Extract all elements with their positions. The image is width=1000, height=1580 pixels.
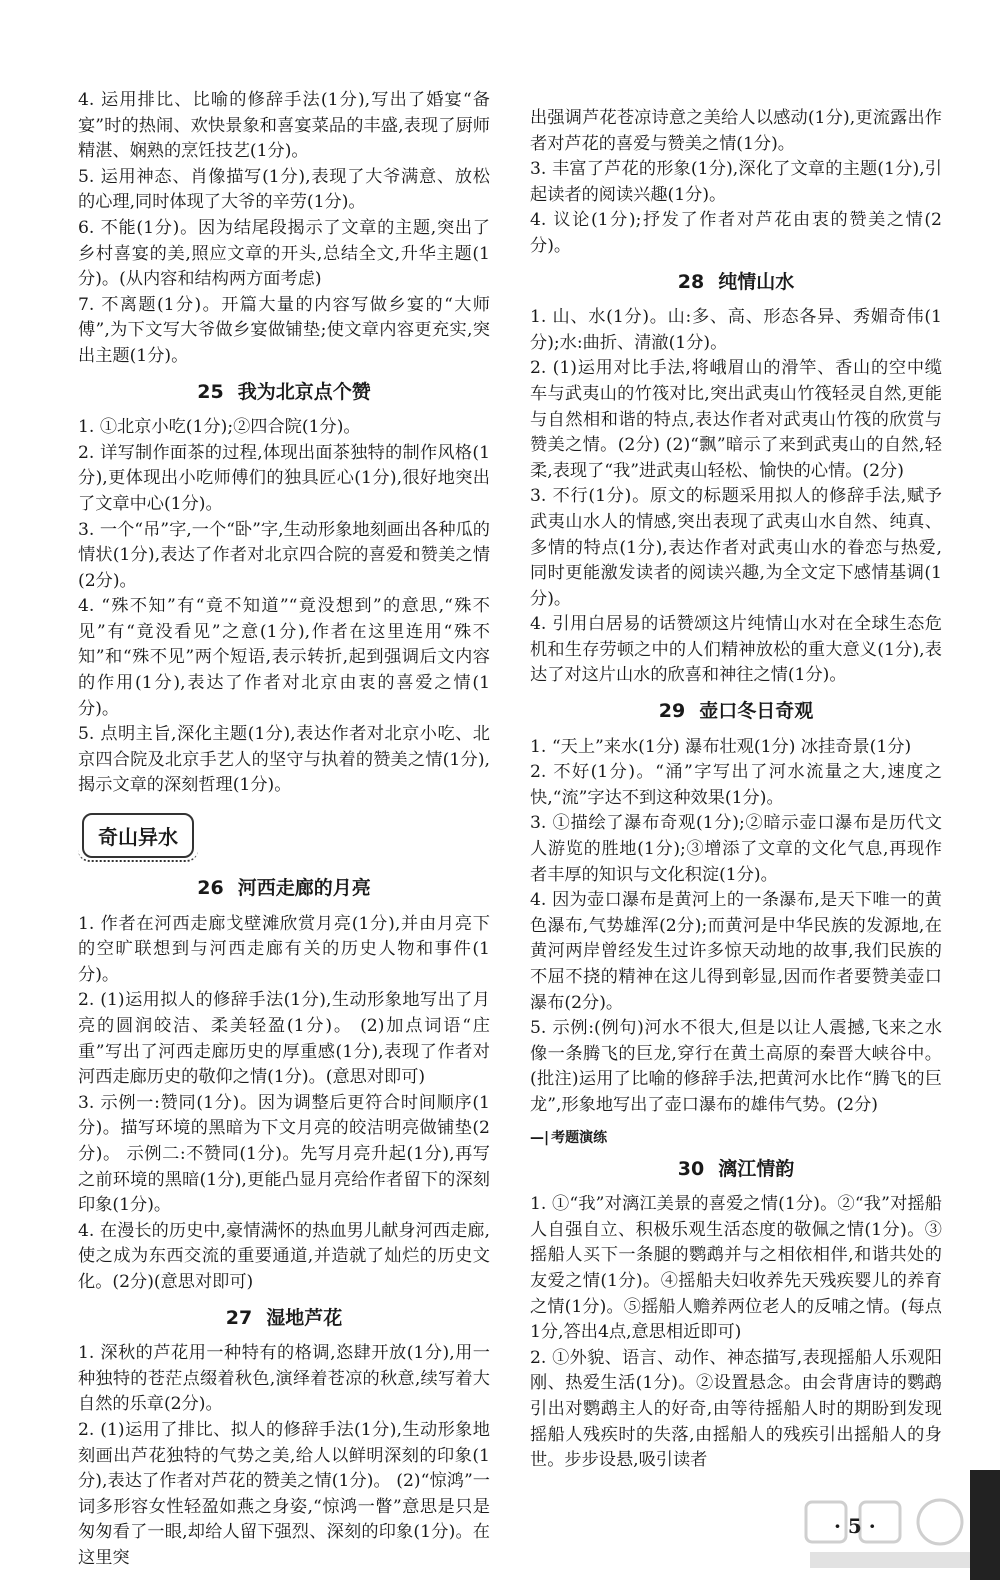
answer-item: 5. 运用神态、肖像描写(1分),表现了大爷满意、放松的心理,同时体现了大爷的辛劳(1分)。 bbox=[78, 166, 490, 213]
answer-item: 3. 不行(1分)。原文的标题采用拟人的修辞手法,赋予武夷山水人的情感,突出表现了武夷山水自然、纯真、多情的特点(1分),表达作者对武夷山水的眷恋与热爱,同时更能激发读者的阅读兴趣,为全文定下感情基调(1分)。 bbox=[530, 486, 942, 609]
section-title-29 bbox=[530, 699, 942, 725]
section-number: 29 bbox=[658, 700, 686, 723]
exam-practice-label: —| 考题演练 bbox=[530, 1127, 942, 1147]
section-title-text: 河西走廊的月亮 bbox=[237, 877, 371, 900]
answer-item: 4. 引用白居易的话赞颂这片纯情山水对在全球生态危机和生存劳顿之中的人们精神放松的重大意义(1分),表达了对这片山水的欣喜和神往之情(1分)。 bbox=[530, 614, 942, 686]
unit-heading-box: 奇山异水 bbox=[82, 813, 194, 858]
answer-item: 1. 山、水(1分)。山:多、高、形态各异、秀媚奇伟(1分);水:曲折、清澈(1分)。 bbox=[530, 307, 942, 353]
answer-item: 4. 运用排比、比喻的修辞手法(1分),写出了婚宴“备宴”时的热闹、欢快景象和喜宴菜品的丰盛,表现了厨师精湛、娴熟的烹饪技艺(1分)。 bbox=[78, 90, 490, 162]
section-number: 27 bbox=[225, 1306, 253, 1329]
answer-item: 1. ①“我”对漓江美景的喜爱之情(1分)。②“我”对摇船人自强自立、积极乐观生活态度的敬佩之情(1分)。③摇船人买下一条腿的鹦鹉并与之相依相伴,和谐共处的友爱之情(1分)。④摇船夫妇收养先天残疾婴儿的养育之情(1分)。⑤摇船人赡养两位老人的反哺之情。(每点1分,答出4点,意思相近即可) bbox=[530, 1194, 942, 1343]
answer-item: 3. 丰富了芦花的形象(1分),深化了文章的主题(1分),引起读者的阅读兴趣(1分)。 bbox=[530, 159, 942, 205]
answer-item: 1. 深秋的芦花用一种特有的格调,恣肆开放(1分),用一种独特的苍茫点缀着秋色,演绎着苍凉的秋意,续写着大自然的乐章(2分)。 bbox=[78, 1343, 490, 1415]
answer-item: 4. 因为壶口瀑布是黄河上的一条瀑布,是天下唯一的黄色瀑布,气势雄浑(2分);而黄河是中华民族的发源地,在黄河两岸曾经发生过许多惊天动地的故事,我们民族的不屈不挠的精神在这儿得到彰显,因而作者要赞美壶口瀑布(2分)。 bbox=[530, 890, 942, 1013]
watermark-logo bbox=[800, 1496, 980, 1576]
right-column bbox=[530, 106, 942, 1474]
section-number: 26 bbox=[197, 877, 224, 900]
section-title-text: 纯情山水 bbox=[718, 270, 795, 293]
section-title-27 bbox=[78, 1306, 490, 1332]
answer-item: 4. 议论(1分);抒发了作者对芦花由衷的赞美之情(2分)。 bbox=[530, 210, 942, 256]
answer-item: 2. ①外貌、语言、动作、神态描写,表现摇船人乐观阳刚、热爱生活(1分)。②设置悬念。由会背唐诗的鹦鹉引出对鹦鹉主人的好奇,由等待摇船人时的期盼到发现摇船人残疾时的失落,由摇船人的残疾引出摇船人的身世。步步设悬,吸引读者 bbox=[530, 1347, 942, 1471]
answer-item: 1. “天上”来水(1分) 瀑布壮观(1分) 冰挂奇景(1分) bbox=[530, 736, 912, 757]
section-title-text: 我为北京点个赞 bbox=[237, 380, 371, 403]
answer-item: 3. 一个“吊”字,一个“卧”字,生动形象地刻画出各种瓜的情状(1分),表达了作者对北京四合院的喜爱和赞美之情(2分)。 bbox=[78, 519, 490, 591]
answer-item: 6. 不能(1分)。因为结尾段揭示了文章的主题,突出了乡村喜宴的美,照应文章的开头,总结全文,升华主题(1分)。(从内容和结构两方面考虑) bbox=[78, 217, 490, 290]
left-column bbox=[78, 88, 490, 1571]
section-title-text: 漓江情韵 bbox=[718, 1157, 795, 1180]
answer-item: 2. 不好(1分)。“涌”字写出了河水流量之大,速度之快,“流”字达不到这种效果(1分)。 bbox=[530, 762, 942, 808]
section-title-25 bbox=[78, 380, 490, 406]
answer-item: 2. (1)运用拟人的修辞手法(1分),生动形象地写出了月亮的圆润皎洁、柔美轻盈(1分)。 (2)加点词语“庄重”写出了河西走廊历史的厚重感(1分),表现了作者对河西走廊历史的敬仰之情(1分)。(意思对即可) bbox=[78, 990, 490, 1088]
section-number: 28 bbox=[677, 270, 705, 293]
answer-item: 出强调芦花苍凉诗意之美给人以感动(1分),更流露出作者对芦花的喜爱与赞美之情(1分)。 bbox=[530, 108, 942, 154]
section-title-text: 壶口冬日奇观 bbox=[699, 700, 814, 723]
answer-item: 5. 示例:(例句)河水不很大,但是以让人震撼,飞来之水像一条腾飞的巨龙,穿行在黄土高原的秦晋大峡谷中。(批注)运用了比喻的修辞手法,把黄河水比作“腾飞的巨龙”,形象地写出了壶口瀑布的雄伟气势。(2分) bbox=[530, 1018, 942, 1115]
answer-item: 3. ①描绘了瀑布奇观(1分);②暗示壶口瀑布是历代文人游览的胜地(1分);③增添了文章的文化气息,再现作者丰厚的知识与文化积淀(1分)。 bbox=[530, 813, 942, 885]
section-number: 30 bbox=[677, 1157, 705, 1180]
answer-item: 4. 在漫长的历史中,豪情满怀的热血男儿献身河西走廊,使之成为东西交流的重要通道,并造就了灿烂的历史文化。(2分)(意思对即可) bbox=[78, 1220, 490, 1292]
section-title-30 bbox=[530, 1157, 942, 1183]
answer-item: 1. 作者在河西走廊戈壁滩欣赏月亮(1分),并由月亮下的空旷联想到与河西走廊有关的历史人物和事件(1分)。 bbox=[78, 913, 490, 985]
answer-item: 2. (1)运用对比手法,将峨眉山的滑竿、香山的空中缆车与武夷山的竹筏对比,突出武夷山竹筏轻灵自然,更能与自然相和谐的特点,表达作者对武夷山竹筏的欣赏与赞美之情。(2分) (2)“飘”暗示了来到武夷山的自然,轻柔,表现了“我”进武夷山轻松、愉快的心情。(2分) bbox=[530, 358, 942, 481]
answer-item: 3. 示例一:赞同(1分)。因为调整后更符合时间顺序(1分)。描写环境的黑暗为下文月亮的皎洁明亮做铺垫(2分)。 示例二:不赞同(1分)。先写月亮升起(1分),再写之前环境的黑暗(1分),更能凸显月亮给作者留下的深刻印象(1分)。 bbox=[78, 1092, 490, 1216]
answer-item: 1. ①北京小吃(1分);②四合院(1分)。 bbox=[78, 417, 361, 438]
section-title-26 bbox=[78, 876, 490, 902]
section-number: 25 bbox=[197, 380, 224, 403]
section-title-28 bbox=[530, 270, 942, 296]
page-number: · 5 · bbox=[834, 1514, 876, 1538]
section-title-text: 湿地芦花 bbox=[266, 1306, 343, 1329]
answer-item: 4. “殊不知”有“竟不知道”“竟没想到”的意思,“殊不见”有“竟没看见”之意(1分),作者在这里连用“殊不知”和“殊不见”两个短语,表示转折,起到强调后文内容的作用(1分),表达了作者对北京由衷的喜爱之情(1分)。 bbox=[78, 596, 490, 719]
answer-item: 2. 详写制作面茶的过程,体现出面茶独特的制作风格(1分),更体现出小吃师傅们的独具匠心(1分),很好地突出了文章中心(1分)。 bbox=[78, 442, 490, 514]
answer-item: 7. 不离题(1分)。开篇大量的内容写做乡宴的“大师傅”,为下文写大爷做乡宴做铺垫;使文章内容更充实,突出主题(1分)。 bbox=[78, 294, 490, 366]
answer-item: 2. (1)运用了排比、拟人的修辞手法(1分),生动形象地刻画出芦花独特的气势之美,给人以鲜明深刻的印象(1分),表达了作者对芦花的赞美之情(1分)。 (2)“惊鸿”一词多形容女性轻盈如燕之身姿,“惊鸿一瞥”意思是只是匆匆看了一眼,却给人留下强烈、深刻的印象(1分)。在这里突 bbox=[78, 1419, 490, 1568]
answer-item: 5. 点明主旨,深化主题(1分),表达作者对北京小吃、北京四合院及北京手艺人的坚守与执着的赞美之情(1分),揭示文章的深刻哲理(1分)。 bbox=[78, 724, 490, 796]
